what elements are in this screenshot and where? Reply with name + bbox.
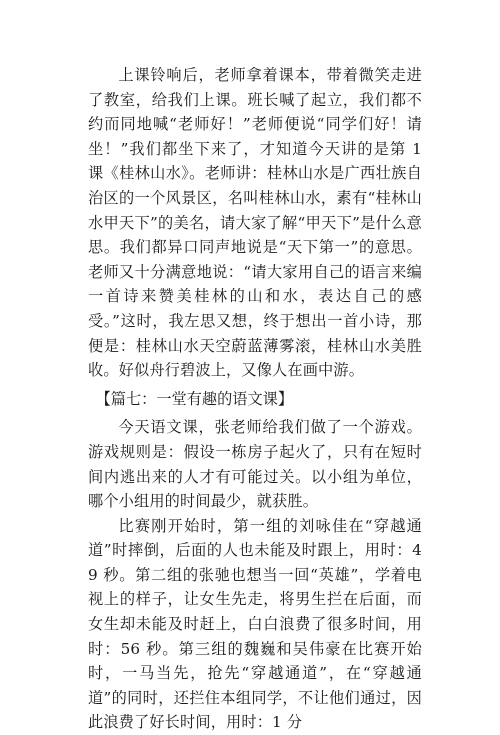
paragraph-class-story: 上课铃响后，老师拿着课本，带着微笑走进了教室，给我们上课。班长喊了起立，我们都不约而同地喊“老师好！”老师便说“同学们好！请坐！”我们都坐下来了，才知道今天讲的是第 1 课《桂林山水》。老师讲：桂林山水是广西壮族自治区的一个风景区，名叫桂林山水，素有“桂林山水甲天下”的美名，请大家了解“甲天下”是什么意思。我们都异口同声地说是“天下第一”的意思。老师又十分满意地说：“请大家用自己的语言来编一首诗来赞美桂林的山和水，表达自己的感受。”这时，我左思又想，终于想出一首小诗，那便是：桂林山水天空蔚蓝薄雾滚，桂林山水美胜收。好似舟行碧波上，又像人在画中游。 [88,66,422,380]
section-heading: 【篇七：一堂有趣的语文课】 [95,389,294,408]
paragraph-game-results: 比赛刚开始时，第一组的刘咏佳在“穿越通道”时摔倒，后面的人也未能及时跟上，用时：49 秒。第二组的张驰也想当一回“英雄”，学着电视上的样子，让女生先走，将男生拦在后面，而女生却未能及时赶上，白白浪费了很多时间，用时：56 秒。第三组的魏巍和吴伟豪在比赛开始时，一马当先，抢先“穿越通道”，在“穿越通道”的同时，还拦住本组同学，不让他们通过，因此浪费了好长时间，用时：1 分 [88,516,422,732]
document-page [88,63,422,735]
paragraph-game-rules: 今天语文课，张老师给我们做了一个游戏。游戏规则是：假设一栋房子起火了，只有在短时间内逃出来的人才有可能过关。以小组为单位，哪个小组用的时间最少，就获胜。 [88,418,422,511]
